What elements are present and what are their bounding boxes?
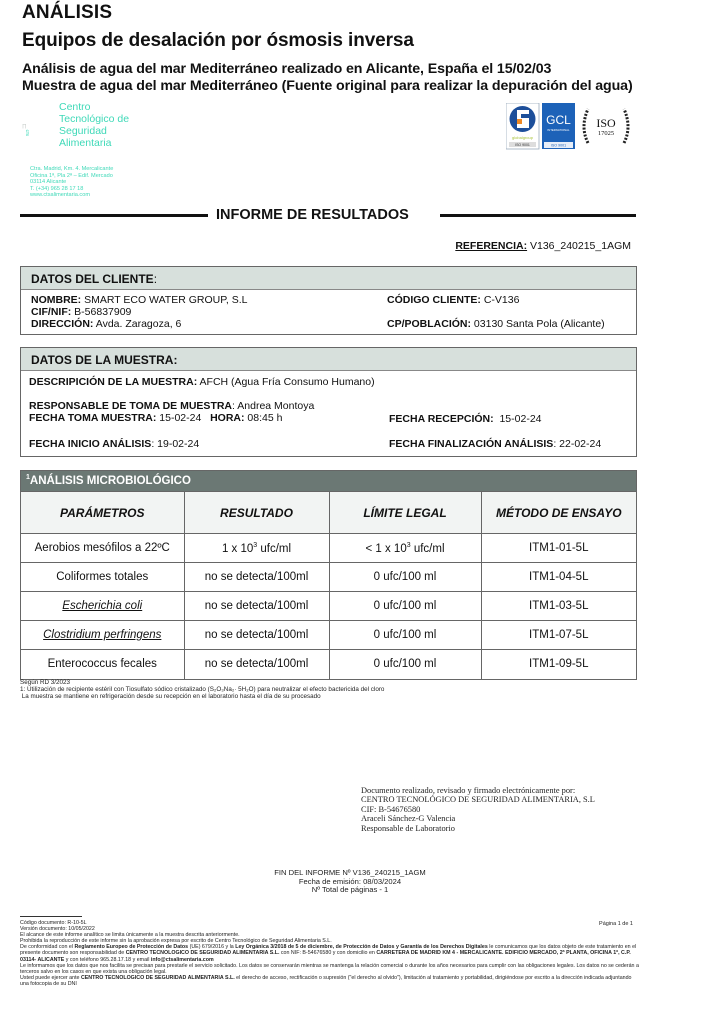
svg-text:globalgroup: globalgroup	[512, 135, 533, 140]
signature-line: Responsable de Laboratorio	[361, 823, 455, 833]
report-reference	[455, 240, 631, 252]
table-header-row	[21, 492, 636, 534]
result-cell: no se detecta/100ml	[184, 592, 329, 621]
client-code: CÓDIGO CLIENTE: C-V136	[387, 294, 520, 306]
limit-cell: 0 ufc/100 ml	[329, 592, 481, 621]
description-line-2: Muestra de agua del mar Mediterráneo (Fuente original para realizar la depuración del agua)	[22, 78, 633, 94]
param-cell: Escherichia coli	[21, 592, 184, 621]
sample-description: DESCRIPICIÓN DE LA MUESTRA: AFCH (Agua Fría Consumo Humano)	[29, 376, 375, 388]
method-cell: ITM1-03-5L	[481, 592, 636, 621]
document-title: ANÁLISIS	[22, 2, 113, 23]
signature-block	[361, 786, 595, 833]
client-data-box	[20, 266, 637, 335]
retention-note: Le informamos que los datos que nos facilita se precisan para prestarle el servicio solicitado. Los datos se conservarán mientras se mantenga la relación comercial o durante los años necesarios para cumplir con las obligaciones legales. Los datos no se cederán a terceros salvo en los casos en que exista una obligación legal.	[20, 962, 639, 975]
table-row	[21, 592, 636, 621]
title-rule-right	[440, 214, 636, 217]
legal-footer	[20, 920, 640, 987]
client-cif: CIF/NIF: B-56837909	[31, 306, 132, 318]
lab-name-line: Centro	[59, 101, 91, 113]
microbiological-analysis-table	[20, 470, 637, 680]
reproduction-note: Prohibida la reproducción de este informe sin la aprobación expresa por escrito de Centro Tecnológico de Seguridad Alimentaria S.L.	[20, 938, 332, 945]
gdpr-note: De conformidad con el Reglamento Europeo de Protección de Datos (UE) 679/2016 y la Ley Orgánica 3/2018 de 5 de diciembre, de Protección de Datos y Garantía de los Derechos Digitales le comunicamos que los datos objeto de este tratamiento en el presente documento son responsabilidad de CENTRO TECNOLOGICO DE SEGURIDAD ALIMENTARIA S.L. con NIF: B-54676580 y con domicilio en CARRETERA DE MADRID KM 4 - MERCALICANTE. EDIFICIO MERCADO, 2ª PLANTA, OFICINA 1ª, C.P. 03114- ALICANTE y con teléfono 965.28.17.18 y email info@ctsalimentaria.com	[20, 944, 637, 963]
limit-cell: < 1 x $10^3$ ufc/ml	[329, 534, 481, 563]
certification-logos	[506, 103, 632, 151]
lab-address-line: Oficina 1ª, Pla 2ª – Edif. Mercado	[30, 172, 113, 179]
param-cell: Coliformes totales	[21, 563, 184, 592]
client-postal: CP/POBLACIÓN: 03130 Santa Pola (Alicante)	[387, 318, 605, 330]
sample-data-heading: DATOS DE LA MUESTRA:	[21, 348, 636, 371]
method-cell: ITM1-09-5L	[481, 650, 636, 679]
table-row	[21, 534, 636, 563]
column-header: RESULTADO	[184, 492, 329, 534]
description-line-1: Análisis de agua del mar Mediterráneo realizado en Alicante, España el 15/02/03	[22, 61, 552, 77]
client-name: NOMBRE: SMART ECO WATER GROUP, S.L	[31, 294, 248, 306]
report-title: INFORME DE RESULTADOS	[216, 207, 409, 223]
micro-heading: $^1$ANÁLISIS MICROBIOLÓGICO	[21, 471, 636, 491]
note-line: 1: Utilización de recipiente estéril con Tiosulfato sódico cristalizado (S₂O₃Na₂· 5H₂O) para neutralizar el efecto bactericida del cloro	[20, 686, 385, 694]
doc-version: Versión documento: 10/05/2022	[20, 926, 95, 933]
lab-address	[30, 166, 113, 199]
doc-code: Código documento: R-10-5L	[20, 920, 87, 926]
param-cell: Clostridium perfringens	[21, 621, 184, 650]
analysis-start-date: FECHA INICIO ANÁLISIS: 19-02-24	[29, 438, 200, 450]
signature-line: Documento realizado, revisado y firmado electrónicamente por:	[361, 786, 576, 795]
table-row	[21, 621, 636, 650]
svg-text:ISO: ISO	[596, 116, 616, 130]
column-header: MÉTODO DE ENSAYO	[481, 492, 636, 534]
globalgroup-iso9001-icon	[506, 103, 539, 149]
svg-text:INTERNATIONAL: INTERNATIONAL	[547, 128, 570, 132]
document-subtitle: Equipos de desalación por ósmosis inversa	[22, 30, 414, 51]
gcl-iso9001-icon	[542, 103, 575, 149]
scope-note: El alcance de este informe analítico se limita únicamente a la muestra descrita anteriormente.	[20, 932, 240, 939]
method-cell: ITM1-01-5L	[481, 534, 636, 563]
sample-reception-date: FECHA RECEPCIÓN: 15-02-24	[389, 413, 542, 425]
result-cell: no se detecta/100ml	[184, 650, 329, 679]
logo-bars	[23, 124, 26, 128]
signature-line: CENTRO TECNOLÓGICO DE SEGURIDAD ALIMENTARIA, S.L	[361, 795, 595, 805]
client-data-heading: DATOS DEL CLIENTE:	[21, 267, 636, 290]
svg-text:17025: 17025	[597, 130, 615, 137]
end-line: Fecha de emisión: 08/03/2024	[298, 876, 402, 886]
sample-data-box	[20, 347, 637, 457]
sample-responsible: RESPONSABLE DE TOMA DE MUESTRA: Andrea Montoya	[29, 400, 315, 412]
result-cell: 1 x $10^3$ ufc/ml	[184, 534, 329, 563]
method-cell: ITM1-07-5L	[481, 621, 636, 650]
lab-name-line: Alimentaria	[59, 137, 112, 149]
signature-line: Araceli Sánchez-G Valencia	[361, 814, 456, 824]
logo-letters: CTS	[24, 129, 29, 137]
reference-label: REFERENCIA:	[455, 240, 528, 252]
lab-address-line: Ctra. Madrid, Km. 4. Mercalicante	[30, 166, 114, 172]
lab-address-line: www.ctsalimentaria.com	[30, 192, 90, 199]
sample-date-time: FECHA TOMA MUESTRA: 15-02-24 HORA: 08:45 h	[29, 412, 283, 424]
svg-text:ISO 9001: ISO 9001	[515, 143, 530, 147]
param-cell: Aerobios mesófilos a 22ºC	[21, 534, 184, 563]
cts-logo-icon	[22, 101, 52, 161]
lab-address-line: T. (+34) 965 28 17 18	[30, 185, 84, 192]
svg-text:GCL: GCL	[546, 113, 571, 127]
client-address: DIRECCIÓN: Avda. Zaragoza, 6	[31, 318, 182, 330]
lab-name	[59, 101, 129, 149]
note-line: La muestra se mantiene en refrigeración desde su recepción en el laboratorio hasta el día de su procesado	[20, 693, 321, 701]
lab-name-line: Seguridad	[59, 125, 107, 137]
end-line: Nº Total de páginas - 1	[311, 885, 389, 894]
end-line: FIN DEL INFORME Nº V136_240215_1AGM	[274, 868, 426, 877]
reference-value: V136_240215_1AGM	[530, 240, 631, 252]
lab-address-line: 03114 Alicante	[30, 179, 67, 186]
lab-name-line: Tecnológico de	[59, 113, 130, 125]
limit-cell: 0 ufc/100 ml	[329, 563, 481, 592]
table-notes	[20, 679, 384, 701]
document-description	[22, 61, 633, 95]
limit-cell: 0 ufc/100 ml	[329, 621, 481, 650]
iso17025-laurel-icon	[584, 109, 628, 143]
signature-line: CIF: B-54676580	[361, 804, 421, 814]
results-table	[21, 491, 636, 679]
end-of-report	[200, 869, 500, 895]
result-cell: no se detecta/100ml	[184, 563, 329, 592]
table-row	[21, 563, 636, 592]
title-rule-left	[20, 214, 208, 217]
footer-rule	[20, 916, 82, 917]
page-number: Página 1 de 1	[599, 921, 633, 927]
limit-cell: 0 ufc/100 ml	[329, 650, 481, 679]
analysis-end-date: FECHA FINALIZACIÓN ANÁLISIS: 22-02-24	[389, 438, 602, 450]
param-cell: Enterococcus fecales	[21, 650, 184, 679]
result-cell: no se detecta/100ml	[184, 621, 329, 650]
table-row	[21, 650, 636, 679]
column-header: LÍMITE LEGAL	[329, 492, 481, 534]
note-line: Según RD 3/2023	[20, 679, 71, 686]
svg-text:ISO 9001: ISO 9001	[550, 143, 567, 148]
column-header: PARÁMETROS	[21, 492, 184, 534]
method-cell: ITM1-04-5L	[481, 563, 636, 592]
rights-note: Usted puede ejercer ante CENTRO TECNOLOGICO DE SEGURIDAD ALIMENTARIA S.L. el derecho de acceso, rectificación o supresión ("el derecho al olvido"), limitación al tratamiento y portabilidad, dirigiéndose por escrito a la dirección indicada adjuntando una fotocopia de su DNI	[20, 974, 632, 987]
